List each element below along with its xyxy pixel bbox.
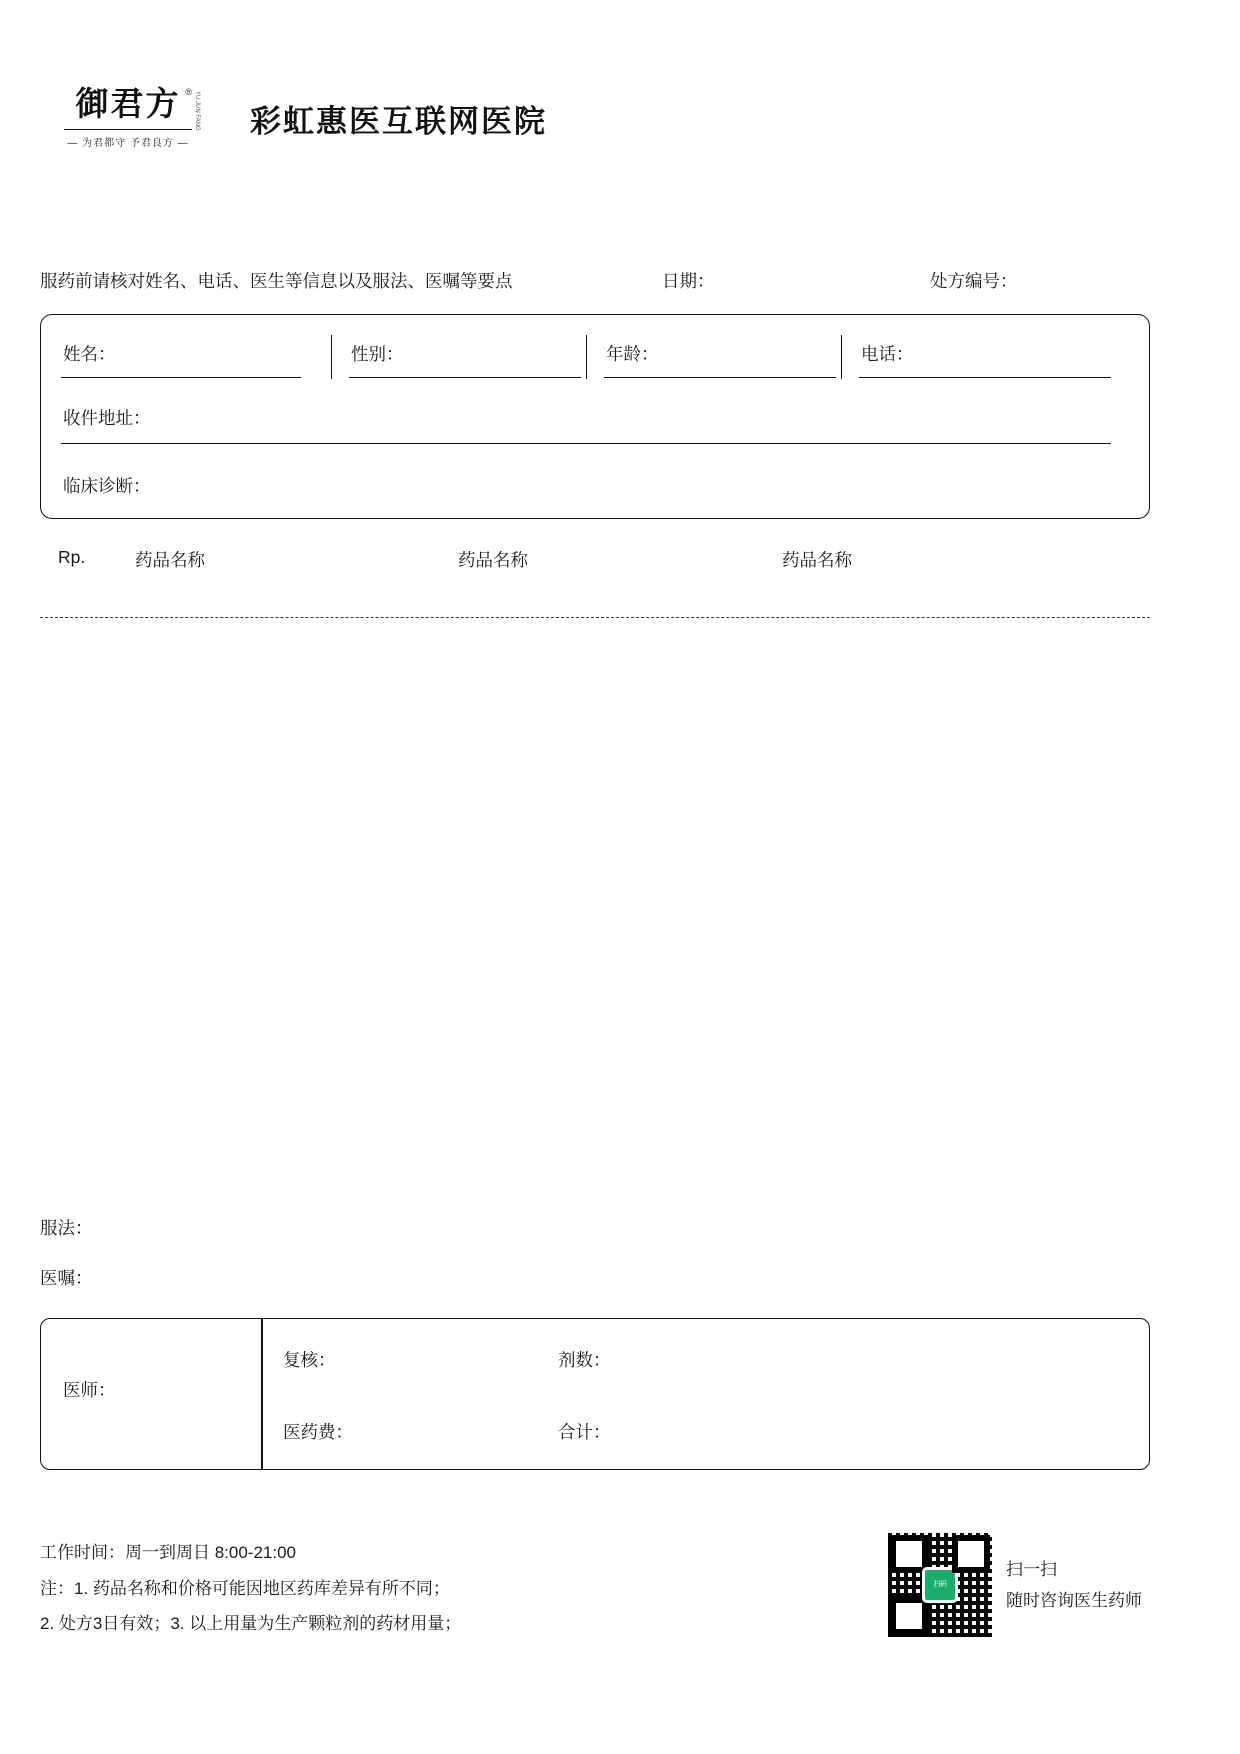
hospital-name: 彩虹惠医互联网医院 (250, 104, 547, 140)
notice-text: 服药前请核对姓名、电话、医生等信息以及服法、医嘱等要点 (40, 271, 513, 291)
divider-3 (841, 335, 842, 379)
divider-2 (586, 335, 587, 379)
brand-logo-text: 御君方 (75, 87, 181, 123)
prescription-column-header (40, 547, 1160, 577)
recheck-label: 复核： (283, 1350, 336, 1370)
patient-phone-label: 电话： (861, 344, 914, 364)
delivery-address-field[interactable] (61, 443, 1111, 444)
dose-count-label: 剂数： (558, 1350, 611, 1370)
patient-phone-field[interactable] (859, 377, 1111, 378)
signature-box (40, 1318, 1150, 1470)
qr-block (888, 1533, 1142, 1637)
doctor-advice-label: 医嘱： (40, 1268, 93, 1288)
patient-row-basic (41, 315, 1149, 383)
patient-name-field[interactable] (61, 377, 301, 378)
patient-info-box (40, 314, 1150, 519)
brand-pinyin: YU JUN FANG (194, 91, 200, 131)
prescription-body[interactable] (40, 625, 1150, 1205)
total-label: 合计： (558, 1422, 611, 1442)
prescription-divider (40, 617, 1150, 618)
patient-row-address (41, 383, 1149, 451)
patient-age-field[interactable] (604, 377, 836, 378)
footer-note-2: 2. 处方3日有效；3. 以上用量为生产颗粒剂的药材用量； (40, 1614, 462, 1634)
qr-center-logo: 扫码 (922, 1567, 958, 1603)
patient-gender-field[interactable] (349, 377, 581, 378)
drug-name-column-3: 药品名称 (782, 550, 852, 570)
doctor-signature-label: 医师： (63, 1380, 116, 1400)
signature-divider (261, 1319, 263, 1469)
qr-caption-line-1: 扫一扫 (1006, 1559, 1057, 1579)
rp-label: Rp. (58, 547, 86, 567)
patient-age-label: 年龄： (606, 344, 659, 364)
brand-logo (58, 85, 198, 149)
patient-name-label: 姓名： (63, 344, 116, 364)
prescription-number-label: 处方编号： (930, 271, 1018, 291)
patient-row-diagnosis (41, 451, 1149, 518)
drug-name-column-2: 药品名称 (458, 550, 528, 570)
divider-1 (331, 335, 332, 379)
clinical-diagnosis-label: 临床诊断： (63, 476, 151, 496)
patient-gender-label: 性别： (351, 344, 404, 364)
footer-notes (40, 1535, 461, 1642)
qr-code-icon[interactable] (888, 1533, 992, 1637)
logo-divider (64, 129, 192, 130)
brand-slogan: — 为君都守 予君良方 — (67, 138, 189, 149)
date-label: 日期： (662, 271, 715, 291)
working-hours: 工作时间：周一到周日 8:00-21:00 (40, 1543, 297, 1562)
drug-name-column-1: 药品名称 (135, 550, 205, 570)
trademark-icon: ® (185, 87, 192, 97)
document-header (58, 85, 547, 149)
medicine-fee-label: 医药费： (283, 1422, 353, 1442)
usage-label: 服法： (40, 1218, 93, 1238)
delivery-address-label: 收件地址： (63, 408, 151, 428)
qr-finder-bottom-left (890, 1597, 928, 1635)
footer-note-1: 注：1. 药品名称和价格可能因地区药库差异有所不同； (40, 1578, 450, 1598)
qr-caption-line-2: 随时咨询医生药师 (1006, 1591, 1142, 1610)
qr-caption (1006, 1554, 1142, 1617)
